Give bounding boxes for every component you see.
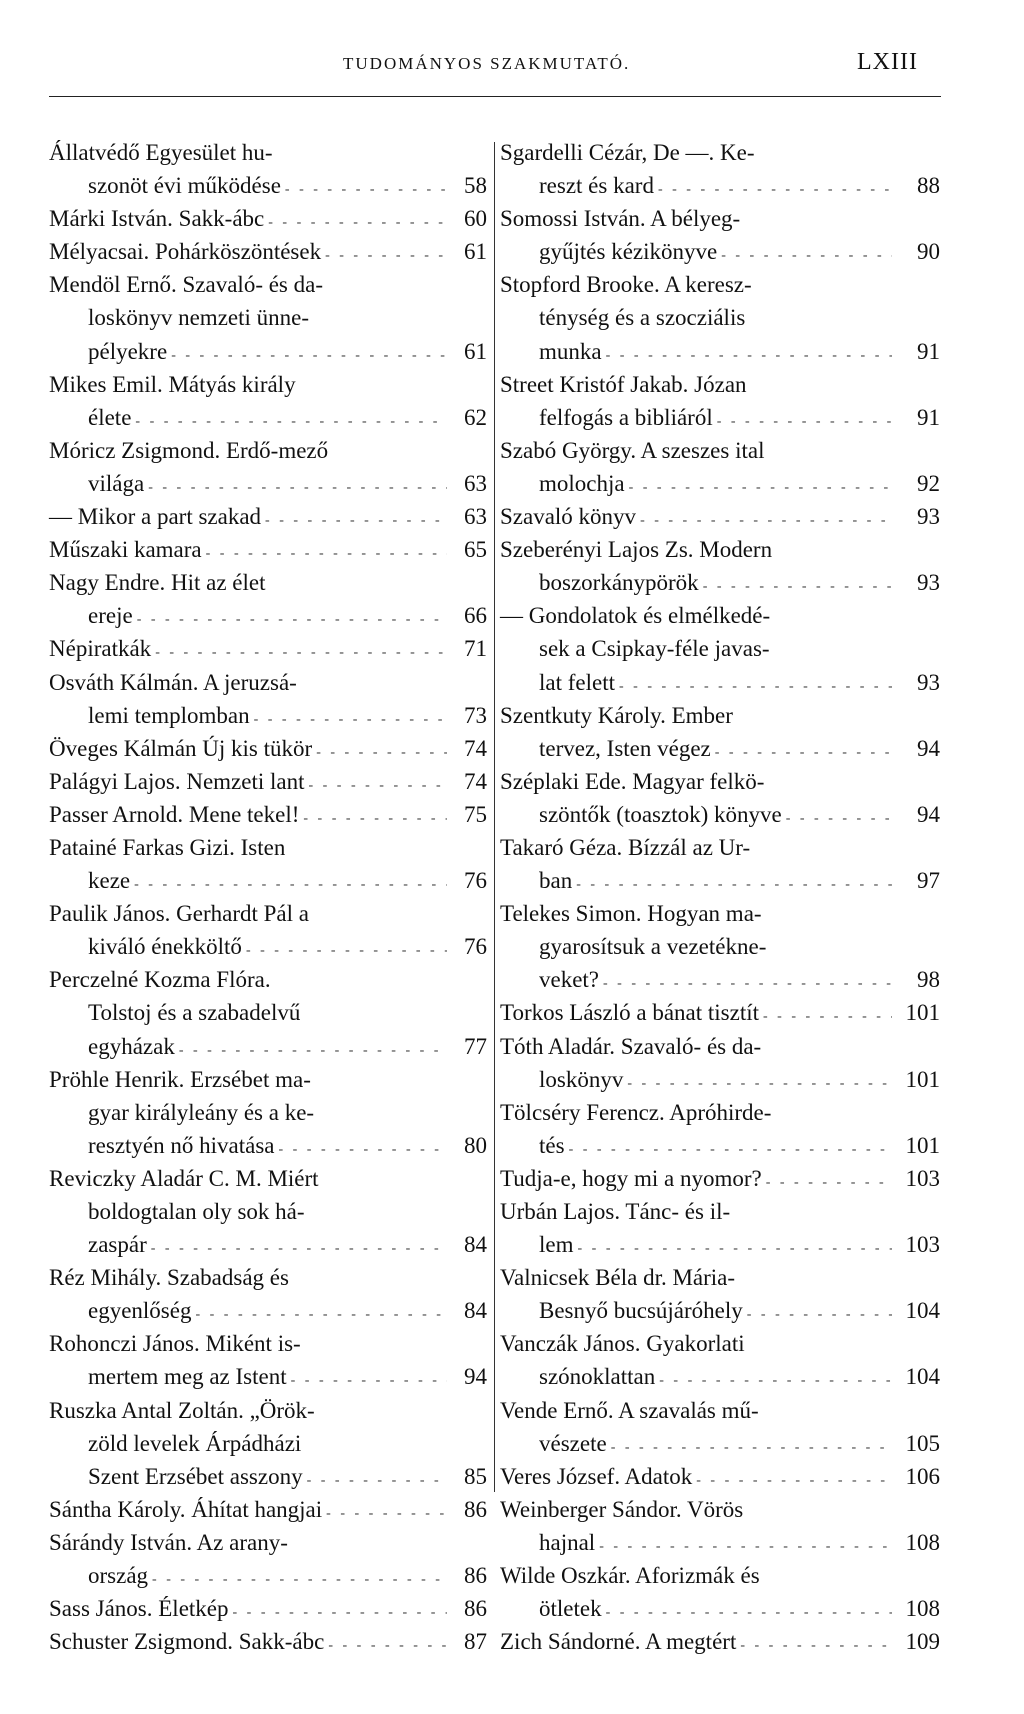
entry-text: Népiratkák xyxy=(49,636,152,662)
leader-dots xyxy=(151,1228,447,1265)
index-entry-line xyxy=(49,1327,487,1360)
entry-text: lem xyxy=(539,1232,574,1258)
index-entry-line xyxy=(49,202,487,235)
leader-dots xyxy=(740,1625,892,1662)
entry-text: Sántha Károly. Áhítat hangjai xyxy=(49,1496,323,1522)
entry-page-number: 101 xyxy=(905,1132,940,1158)
entry-text: ország xyxy=(88,1563,149,1589)
index-entry-line xyxy=(500,136,940,169)
index-entry-line xyxy=(500,467,940,500)
index-entry-line xyxy=(500,1427,940,1460)
index-entry-line xyxy=(500,1294,940,1327)
entry-page-number: 97 xyxy=(917,868,940,894)
entry-page-number: 58 xyxy=(464,173,487,199)
index-entry-line xyxy=(49,864,487,897)
leader-dots xyxy=(659,1360,892,1397)
leader-dots xyxy=(629,467,892,504)
entry-page-number: 86 xyxy=(464,1563,487,1589)
leader-dots xyxy=(233,1592,447,1629)
entry-text: Torkos László a bánat tisztít xyxy=(500,1000,759,1026)
index-entry-line xyxy=(500,1261,940,1294)
leader-dots xyxy=(721,235,892,272)
entry-page-number: 61 xyxy=(464,338,487,364)
entry-text: Öveges Kálmán Új kis tükör xyxy=(49,735,313,761)
index-entry-line xyxy=(500,1394,940,1427)
leader-dots xyxy=(246,930,447,967)
index-entry-line xyxy=(49,798,487,831)
index-entry-line xyxy=(49,765,487,798)
index-entry-line xyxy=(49,1261,487,1294)
index-entry-line xyxy=(500,765,940,798)
entry-text: Somossi István. A bélyeg- xyxy=(500,206,741,232)
entry-text: Zich Sándorné. A megtért xyxy=(500,1629,737,1655)
leader-dots xyxy=(303,798,447,835)
index-entry-line xyxy=(49,996,487,1029)
leader-dots xyxy=(148,467,447,504)
index-entry-line xyxy=(49,1195,487,1228)
entry-page-number: 84 xyxy=(464,1298,487,1324)
entry-text: szöntők (toasztok) könyve xyxy=(539,801,782,827)
leader-dots xyxy=(786,798,892,835)
index-entry-line xyxy=(500,1096,940,1129)
entry-text: Reviczky Aladár C. M. Miért xyxy=(49,1165,319,1191)
index-entry-line xyxy=(500,1592,940,1625)
leader-dots xyxy=(134,864,447,901)
leader-dots xyxy=(611,1427,892,1464)
entry-page-number: 91 xyxy=(917,404,940,430)
entry-text: mertem meg az Istent xyxy=(88,1364,287,1390)
entry-text: Veres József. Adatok xyxy=(500,1463,693,1489)
index-entry-line xyxy=(500,434,940,467)
index-entry-line xyxy=(49,831,487,864)
index-entry-line xyxy=(49,301,487,334)
index-entry-line xyxy=(49,566,487,599)
entry-text: Passer Arnold. Mene tekel! xyxy=(49,801,300,827)
index-entry-line xyxy=(49,632,487,665)
index-entry-line xyxy=(49,930,487,963)
index-entry-line xyxy=(500,169,940,202)
leader-dots xyxy=(179,1030,447,1067)
index-entry-line xyxy=(500,301,940,334)
index-entry-line xyxy=(500,368,940,401)
index-entry-line xyxy=(49,1129,487,1162)
entry-page-number: 84 xyxy=(464,1232,487,1258)
index-entry-line xyxy=(500,864,940,897)
leader-dots xyxy=(307,1460,447,1497)
entry-text: Szeberényi Lajos Zs. Modern xyxy=(500,537,773,563)
header-rule xyxy=(49,96,941,97)
entry-text: — Mikor a part szakad xyxy=(49,504,262,530)
leader-dots xyxy=(268,202,447,239)
entry-text: ereje xyxy=(88,603,133,629)
entry-text: Szabó György. A szeszes ital xyxy=(500,437,765,463)
leader-dots xyxy=(576,864,892,901)
index-entry-line xyxy=(49,1460,487,1493)
entry-text: zaspár xyxy=(88,1232,147,1258)
entry-text: zöld levelek Árpádházi xyxy=(88,1430,302,1456)
index-entry-line xyxy=(500,666,940,699)
entry-page-number: 61 xyxy=(464,239,487,265)
entry-page-number: 93 xyxy=(917,570,940,596)
entry-page-number: 98 xyxy=(917,967,940,993)
entry-page-number: 75 xyxy=(464,801,487,827)
entry-text: szonöt évi működése xyxy=(88,173,281,199)
index-entry-line xyxy=(500,798,940,831)
entry-text: Sgardelli Cézár, De —. Ke- xyxy=(500,140,755,165)
leader-dots xyxy=(135,401,447,438)
index-entry-line xyxy=(49,1162,487,1195)
entry-text: Sárándy István. Az arany- xyxy=(49,1529,288,1555)
entry-text: Takaró Géza. Bízzál az Ur- xyxy=(500,834,751,860)
entry-text: loskönyv nemzeti ünne- xyxy=(88,305,310,331)
index-entry-line xyxy=(500,500,940,533)
entry-text: világa xyxy=(88,470,145,496)
entry-text: Urbán Lajos. Tánc- és il- xyxy=(500,1199,731,1224)
index-entry-line xyxy=(49,1030,487,1063)
leader-dots xyxy=(747,1294,892,1331)
index-entry-line xyxy=(500,930,940,963)
entry-page-number: 101 xyxy=(905,1000,940,1026)
entry-text: Wilde Oszkár. Aforizmák és xyxy=(500,1563,760,1589)
entry-page-number: 62 xyxy=(464,404,487,430)
entry-page-number: 105 xyxy=(905,1430,940,1456)
entry-text: Valnicsek Béla dr. Mária- xyxy=(500,1265,736,1291)
entry-text: tés xyxy=(539,1132,565,1158)
entry-page-number: 74 xyxy=(464,735,487,761)
index-entry-line xyxy=(500,632,940,665)
index-entry-line xyxy=(49,599,487,632)
leader-dots xyxy=(278,1129,447,1166)
entry-text: élete xyxy=(88,404,132,430)
entry-page-number: 108 xyxy=(905,1529,940,1555)
index-entry-line xyxy=(500,1460,940,1493)
entry-text: Móricz Zsigmond. Erdő-mező xyxy=(49,437,329,463)
entry-text: — Gondolatok és elmélkedé- xyxy=(500,603,771,629)
entry-page-number: 71 xyxy=(464,636,487,662)
entry-page-number: 63 xyxy=(464,470,487,496)
index-entry-line xyxy=(49,666,487,699)
index-entry-line xyxy=(49,1625,487,1658)
entry-page-number: 86 xyxy=(464,1496,487,1522)
entry-page-number: 85 xyxy=(464,1463,487,1489)
index-entry-line xyxy=(500,996,940,1029)
leader-dots xyxy=(696,1460,892,1497)
entry-text: Tölcséry Ferencz. Apróhirde- xyxy=(500,1099,772,1125)
entry-page-number: 108 xyxy=(905,1596,940,1622)
entry-text: loskönyv xyxy=(539,1066,624,1092)
entry-text: Szavaló könyv xyxy=(500,504,637,530)
leader-dots xyxy=(658,169,892,206)
entry-text: tervez, Isten végez xyxy=(539,735,711,761)
entry-page-number: 88 xyxy=(917,173,940,199)
index-entry-line xyxy=(49,1294,487,1327)
leader-dots xyxy=(703,566,892,603)
entry-page-number: 90 xyxy=(917,239,940,265)
entry-page-number: 103 xyxy=(905,1165,940,1191)
index-entry-line xyxy=(500,335,940,368)
entry-text: Széplaki Ede. Magyar felkö- xyxy=(500,768,765,794)
leader-dots xyxy=(606,335,892,372)
entry-text: ötletek xyxy=(539,1596,602,1622)
index-entry-line xyxy=(500,1360,940,1393)
index-entry-line xyxy=(500,1063,940,1096)
entry-text: ban xyxy=(539,868,573,894)
entry-text: Mélyacsai. Pohárköszöntések xyxy=(49,239,322,265)
index-entry-line xyxy=(49,1559,487,1592)
entry-page-number: 106 xyxy=(905,1463,940,1489)
index-entry-line xyxy=(500,1162,940,1195)
entry-page-number: 101 xyxy=(905,1066,940,1092)
leader-dots xyxy=(291,1360,447,1397)
index-entry-line xyxy=(500,732,940,765)
index-entry-line xyxy=(500,1559,940,1592)
index-entry-line xyxy=(500,268,940,301)
right-index-column xyxy=(500,136,940,1658)
index-entry-line xyxy=(49,434,487,467)
entry-text: Mikes Emil. Mátyás király xyxy=(49,371,296,397)
leader-dots xyxy=(254,699,447,736)
entry-page-number: 94 xyxy=(917,735,940,761)
leader-dots xyxy=(316,732,447,769)
entry-page-number: 76 xyxy=(464,934,487,960)
index-entry-line xyxy=(500,1493,940,1526)
entry-page-number: 65 xyxy=(464,537,487,563)
entry-text: felfogás a bibliáról xyxy=(539,404,713,430)
leader-dots xyxy=(578,1228,893,1265)
entry-text: egyházak xyxy=(88,1033,175,1059)
entry-text: pélyekre xyxy=(88,338,168,364)
entry-text: Szent Erzsébet asszony xyxy=(88,1463,303,1489)
page-header xyxy=(0,49,1024,94)
entry-text: Stopford Brooke. A keresz- xyxy=(500,272,752,298)
index-entry-line xyxy=(500,1327,940,1360)
entry-text: sek a Csipkay-féle javas- xyxy=(539,636,770,662)
entry-text: reszt és kard xyxy=(539,173,654,199)
entry-page-number: 104 xyxy=(905,1298,940,1324)
leader-dots xyxy=(766,1162,892,1199)
index-entry-line xyxy=(500,401,940,434)
page-number: LXIII xyxy=(857,49,918,75)
index-entry-line xyxy=(49,235,487,268)
index-entry-line xyxy=(500,1195,940,1228)
entry-text: Palágyi Lajos. Nemzeti lant xyxy=(49,768,305,794)
entry-page-number: 93 xyxy=(917,504,940,530)
index-entry-line xyxy=(500,235,940,268)
entry-page-number: 94 xyxy=(917,801,940,827)
entry-text: Ruszka Antal Zoltán. „Örök- xyxy=(49,1397,315,1423)
entry-text: Állatvédő Egyesület hu- xyxy=(49,140,273,165)
leader-dots xyxy=(640,500,892,537)
index-entry-line xyxy=(49,136,487,169)
entry-text: Patainé Farkas Gizi. Isten xyxy=(49,834,286,860)
index-entry-line xyxy=(49,1394,487,1427)
index-entry-line xyxy=(500,599,940,632)
entry-text: lat felett xyxy=(539,669,615,695)
leader-dots xyxy=(328,1625,447,1662)
index-entry-line xyxy=(49,335,487,368)
entry-text: Vanczák János. Gyakorlati xyxy=(500,1331,745,1357)
entry-page-number: 109 xyxy=(905,1629,940,1655)
entry-text: Besnyő bucsújáróhely xyxy=(539,1298,743,1324)
index-entry-line xyxy=(500,1526,940,1559)
entry-text: lemi templomban xyxy=(88,702,250,728)
index-entry-line xyxy=(500,699,940,732)
index-entry-line xyxy=(49,1493,487,1526)
leader-dots xyxy=(265,500,447,537)
entry-text: Telekes Simon. Hogyan ma- xyxy=(500,901,762,927)
entry-text: Tudja-e, hogy mi a nyomor? xyxy=(500,1165,762,1191)
leader-dots xyxy=(715,732,892,769)
leader-dots xyxy=(603,963,892,1000)
entry-text: Tóth Aladár. Szavaló- és da- xyxy=(500,1033,762,1059)
leader-dots xyxy=(599,1526,892,1563)
entry-text: Réz Mihály. Szabadság és xyxy=(49,1265,289,1291)
entry-text: Weinberger Sándor. Vörös xyxy=(500,1496,744,1522)
entry-text: Márki István. Sakk-ábc xyxy=(49,206,265,232)
index-entry-line xyxy=(49,732,487,765)
entry-text: Szentkuty Károly. Ember xyxy=(500,702,733,728)
index-entry-line xyxy=(49,1228,487,1261)
entry-page-number: 80 xyxy=(464,1132,487,1158)
index-entry-line xyxy=(49,1592,487,1625)
entry-text: Osváth Kálmán. A jeruzsá- xyxy=(49,669,297,695)
entry-text: szónoklattan xyxy=(539,1364,656,1390)
entry-text: gyűjtés kézikönyve xyxy=(539,239,718,265)
index-entry-line xyxy=(49,268,487,301)
leader-dots xyxy=(195,1294,447,1331)
entry-page-number: 94 xyxy=(464,1364,487,1390)
entry-text: kiváló énekköltő xyxy=(88,934,242,960)
index-entry-line xyxy=(49,1063,487,1096)
entry-page-number: 77 xyxy=(464,1033,487,1059)
index-entry-line xyxy=(49,1360,487,1393)
entry-page-number: 66 xyxy=(464,603,487,629)
entry-page-number: 87 xyxy=(464,1629,487,1655)
index-entry-line xyxy=(49,963,487,996)
index-entry-line xyxy=(500,1129,940,1162)
entry-text: Paulik János. Gerhardt Pál a xyxy=(49,901,309,927)
entry-page-number: 86 xyxy=(464,1596,487,1622)
entry-text: boszorkánypörök xyxy=(539,570,699,596)
leader-dots xyxy=(325,235,447,272)
leader-dots xyxy=(763,996,892,1033)
entry-text: keze xyxy=(88,868,131,894)
left-index-column xyxy=(49,136,487,1658)
entry-text: gyar királyleány és a ke- xyxy=(88,1099,315,1125)
entry-page-number: 60 xyxy=(464,206,487,232)
entry-text: Nagy Endre. Hit az élet xyxy=(49,570,266,596)
entry-text: ténység és a szocziális xyxy=(539,305,746,331)
entry-text: Perczelné Kozma Flóra. xyxy=(49,967,271,993)
entry-text: Sass János. Életkép xyxy=(49,1596,229,1622)
index-entry-line xyxy=(500,1625,940,1658)
entry-text: resztyén nő hivatása xyxy=(88,1132,275,1158)
entry-text: Vende Ernő. A szavalás mű- xyxy=(500,1397,759,1423)
leader-dots xyxy=(627,1063,892,1100)
entry-text: vészete xyxy=(539,1430,607,1456)
leader-dots xyxy=(326,1493,447,1530)
leader-dots xyxy=(619,666,892,703)
entry-text: molochja xyxy=(539,470,625,496)
entry-text: Rohonczi János. Miként is- xyxy=(49,1331,301,1357)
entry-page-number: 73 xyxy=(464,702,487,728)
leader-dots xyxy=(285,169,447,206)
index-entry-line xyxy=(500,963,940,996)
entry-page-number: 63 xyxy=(464,504,487,530)
index-entry-line xyxy=(49,500,487,533)
leader-dots xyxy=(137,599,447,636)
index-entry-line xyxy=(49,1096,487,1129)
entry-text: Tolstoj és a szabadelvű xyxy=(88,1000,301,1026)
index-entry-line xyxy=(500,566,940,599)
entry-text: Schuster Zsigmond. Sakk-ábc xyxy=(49,1629,325,1655)
leader-dots xyxy=(308,765,447,802)
column-divider xyxy=(494,142,495,1492)
index-entry-line xyxy=(49,1427,487,1460)
index-entry-line xyxy=(49,699,487,732)
index-entry-line xyxy=(500,202,940,235)
index-entry-line xyxy=(49,401,487,434)
index-entry-line xyxy=(49,533,487,566)
entry-text: Street Kristóf Jakab. Józan xyxy=(500,371,747,397)
index-entry-line xyxy=(49,368,487,401)
index-entry-line xyxy=(500,1228,940,1261)
leader-dots xyxy=(606,1592,892,1629)
entry-text: Műszaki kamara xyxy=(49,537,202,563)
leader-dots xyxy=(206,533,447,570)
entry-text: Mendöl Ernő. Szavaló- és da- xyxy=(49,272,324,298)
index-entry-line xyxy=(500,831,940,864)
entry-page-number: 91 xyxy=(917,338,940,364)
running-title: TUDOMÁNYOS SZAKMUTATÓ. xyxy=(343,54,631,73)
leader-dots xyxy=(152,1559,447,1596)
entry-text: munka xyxy=(539,338,602,364)
leader-dots xyxy=(155,632,447,669)
leader-dots xyxy=(171,335,447,372)
index-entry-line xyxy=(500,533,940,566)
entry-page-number: 93 xyxy=(917,669,940,695)
entry-text: Pröhle Henrik. Erzsébet ma- xyxy=(49,1066,311,1092)
leader-dots xyxy=(569,1129,892,1166)
entry-text: gyarosítsuk a vezetékne- xyxy=(539,934,767,960)
index-entry-line xyxy=(49,467,487,500)
index-entry-line xyxy=(500,897,940,930)
entry-text: veket? xyxy=(539,967,600,993)
entry-text: boldogtalan oly sok há- xyxy=(88,1199,305,1224)
entry-page-number: 92 xyxy=(917,470,940,496)
index-entry-line xyxy=(500,1030,940,1063)
index-entry-line xyxy=(49,169,487,202)
leader-dots xyxy=(717,401,892,438)
entry-page-number: 103 xyxy=(905,1232,940,1258)
entry-page-number: 76 xyxy=(464,868,487,894)
index-entry-line xyxy=(49,897,487,930)
entry-page-number: 104 xyxy=(905,1364,940,1390)
entry-text: egyenlőség xyxy=(88,1298,192,1324)
index-entry-line xyxy=(49,1526,487,1559)
entry-text: hajnal xyxy=(539,1529,596,1555)
entry-page-number: 74 xyxy=(464,768,487,794)
